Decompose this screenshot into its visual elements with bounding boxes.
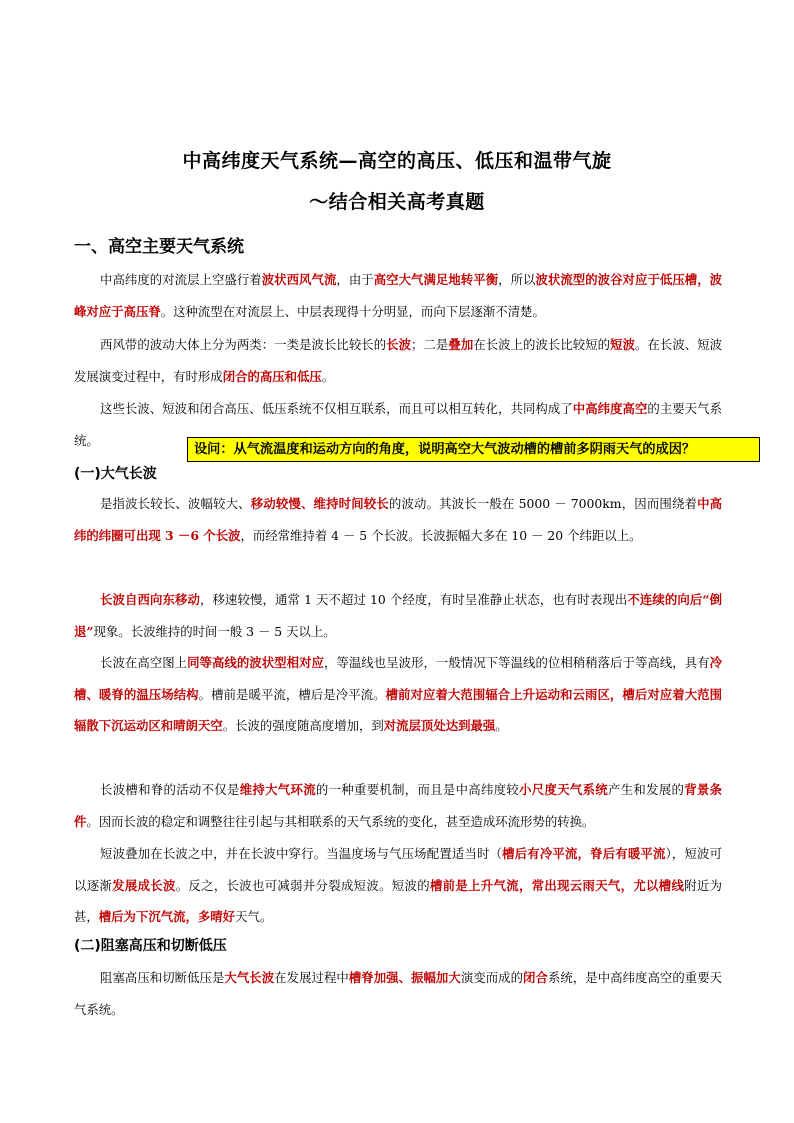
paragraph-westerlies: 中高纬度的对流层上空盛行着波状西风气流，由于高空大气满足地转平衡，所以波状流型的波谷对应于低压槽，波峰对应于高压脊。这种流型在对流层上、中层表现得十分明显，而向下层逐渐不清楚。 — [74, 272, 723, 319]
section-heading: 一、高空主要天气系统 — [74, 237, 244, 257]
question-box: 设问：从气流温度和运动方向的角度，说明高空大气波动槽的槽前多阴雨天气的成因？ — [187, 437, 760, 462]
paragraph-long-wave-structure: 长波在高空图上同等高线的波状型相对应，等温线也呈波形，一般情况下等温线的位相稍稍落后于等高线，具有冷槽、暖脊的温压场结构。槽前是暖平流，槽后是冷平流。槽前对应着大范围辐合上升运动和云雨区，槽后对应着大范围辐散下沉运动区和晴朗天空。长波的强度随高度增加，到对流层顶处达到最强。 — [74, 655, 723, 734]
paragraph-long-wave-movement: 长波自西向东移动，移速较慢，通常 1 天不超过 10 个经度，有时呈准静止状态，也有时表现出不连续的向后“倒退”现象。长波维持的时间一般 3 － 5 天以上。 — [74, 592, 723, 639]
paragraph-long-wave-definition: 是指波长较长、波幅较大、移动较慢、维持时间较长的波动。其波长一般在 5000 － 7000km，因而围绕着中高纬的纬圈可出现 3 －6 个长波，而经常维持着 4 － 5 个长波。长波振幅大多在 10 － 20 个纬距以上。 — [74, 496, 723, 543]
paragraph-short-wave: 短波叠加在长波之中，并在长波中穿行。当温度场与气压场配置适当时（槽后有冷平流，脊后有暖平流），短波可以逐渐发展成长波。反之，长波也可减弱并分裂成短波。短波的槽前是上升气流，常出现云雨天气，尤以槽线附近为甚，槽后为下沉气流，多晴好天气。 — [74, 846, 723, 925]
paragraph-blocking-high: 阻塞高压和切断低压是大气长波在发展过程中槽脊加强、振幅加大演变而成的闭合系统，是中高纬度高空的重要天气系统。 — [74, 970, 723, 1017]
document-title: 中高纬度天气系统—高空的高压、低压和温带气旋 — [182, 150, 612, 172]
paragraph-trough-ridge-role: 长波槽和脊的活动不仅是维持大气环流的一种重要机制，而且是中高纬度较小尺度天气系统产生和发展的背景条件。因而长波的稳定和调整往往引起与其相联系的天气系统的变化，甚至造成环流形势的转换。 — [74, 782, 723, 829]
paragraph-systems: 这些长波、短波和闭合高压、低压系统不仅相互联系，而且可以相互转化，共同构成了中高纬度高空的主要天气系统。 — [74, 401, 723, 448]
paragraph-wave-types: 西风带的波动大体上分为两类：一类是波长比较长的长波；二是叠加在长波上的波长比较短的短波。在长波、短波发展演变过程中，有时形成闭合的高压和低压。 — [74, 337, 723, 384]
document-subtitle: ～结合相关高考真题 — [309, 191, 485, 213]
subheading-blocking-high: (二)阻塞高压和切断低压 — [74, 938, 227, 954]
subheading-long-wave: (一)大气长波 — [74, 466, 157, 482]
